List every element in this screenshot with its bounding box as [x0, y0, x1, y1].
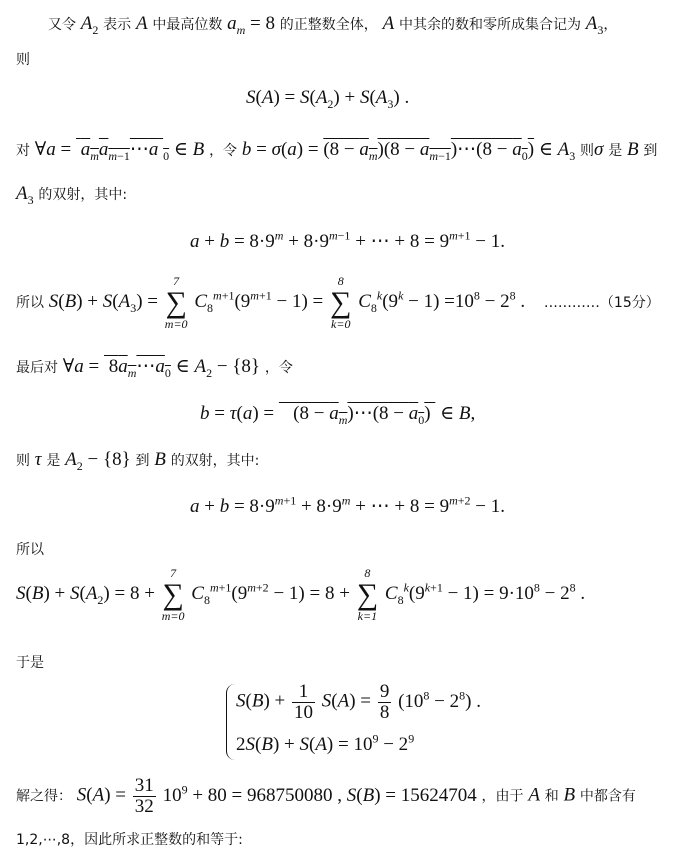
system-eq-2: $2S(B) + S(A) = 10^9 - 2^9$: [236, 731, 415, 755]
paragraph-p9: 1,2,⋯,8，因此所求正整数的和等于:: [16, 832, 243, 848]
text-zhong-zuigao: 中最高位数: [152, 17, 223, 33]
paragraph-p1-cont: 则: [16, 52, 30, 68]
paragraph-p2: 对 ∀a = $a_ma_{m-1}\cdots a$ $_0$ ∈ B ，令 $b = \sigma(a) = (8 - a_m)(8$ − $a_{m-1})\cdots(8 - a_0)$ ∈ $A_3$ 则σ 是 B 到: [16, 139, 658, 163]
system-brace: [226, 684, 235, 760]
text-zhengzhengshu: 的正整数全体，: [279, 17, 378, 33]
paragraph-p8: 解之得： S(A) = $\frac{31}{32}$ $10^9 + 80 = 968750080$ , S(B) = 15624704 ，由于 A 和 B 中都含有: [16, 775, 636, 817]
score-label: …………（15分）: [543, 295, 660, 311]
equation-5: $a + b = 8\cdot 9^{m+1} + 8\cdot 9^m$ + ⋯ + $8 = 9^{m+2} - 1$.: [190, 493, 506, 517]
paragraph-p6: 所以: [16, 542, 44, 558]
equation-4: b = τ(a) = $(8 - a_m)\cdots(8 - a_0)$ ∈ B,: [200, 403, 476, 427]
paragraph-p5: 则 τ 是 $A_2 - \{8\}$ 到 B 的双射，其中:: [16, 449, 260, 473]
text-biaoshi: 表示: [103, 17, 132, 33]
system-eq-1: S(B) + $\frac{1}{10}$ S(A) = $\frac{9}{8}$ $(10^8 - 2^8)$ .: [236, 681, 481, 723]
text-you-ling: 又令: [48, 17, 76, 33]
text-qiyu: 中其余的数和零所成集合记为: [398, 17, 581, 33]
paragraph-p1: 又令 $A_2$ 表示 A 中最高位数 $a_m = 8$ 的正整数全体， A 中其余的数和零所成集合记为 $A_3$，: [48, 13, 618, 37]
paragraph-p2-cont: $A_3$ 的双射，其中:: [16, 183, 128, 207]
equation-1: $S(A) = S(A_2) + S(A_3)$ .: [246, 87, 410, 111]
paragraph-p3: 所以 $S(B) + S(A_3)$ = 7 ∑ m=0 $C_8^{m+1}(9^{m+1} - 1)$ = 8 ∑ k=0 $C_8^k(9^k - 1) =10^8 - 2^8$ . …………（15分）: [16, 274, 660, 331]
paragraph-p7: 于是: [16, 655, 44, 671]
equation-2: $a + b = 8\cdot 9^m + 8\cdot 9^{m-1}$ + ⋯ + $8 = 9^{m+1} - 1$.: [190, 228, 506, 252]
paragraph-p4: 最后对 ∀a = $8a_m\cdots a_0$ ∈ $A_2 - \{8\}$ ，令: [16, 356, 293, 380]
equation-6: $S(B) + S(A_2) = 8$ + 7 ∑ m=0 $C_8^{m+1}(9^{m+2} - 1) = 8$ + 8 ∑ k=1 $C_8^k(9^{k+1} - 1) = 9\cdot 10^8 - 2^8$ .: [16, 566, 586, 623]
